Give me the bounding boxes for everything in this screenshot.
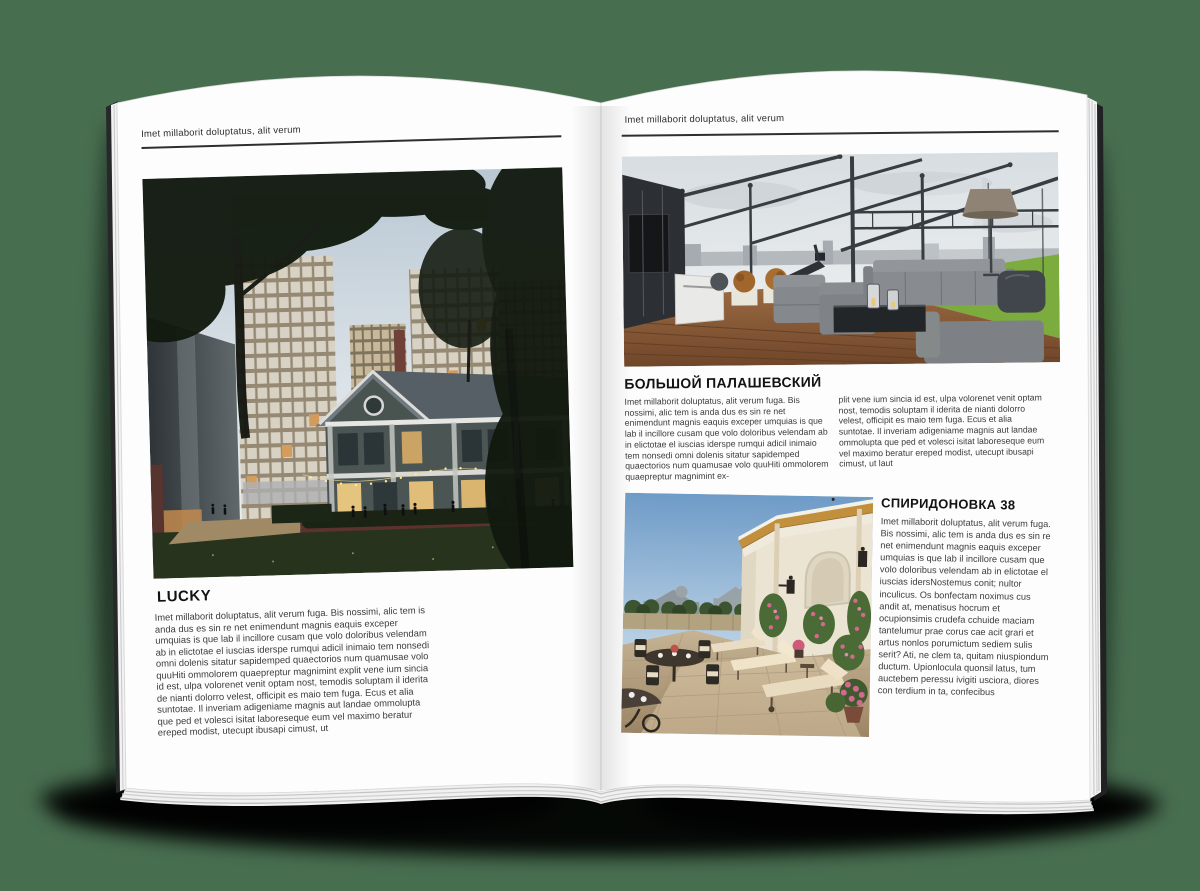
terrace-illustration [621,493,873,737]
article-body-lucky: Imet millaborit doluptatus, alit verum fuga. Bis nossimi, alic tem is anda dus es sin re net enimendunt magnis eaquis exceper umquias is que lab il incillore cusam que volo doloribus velendam ab in elictotae el iuscias iderspe rumqui adicil inimaio tem nonsedi omni dolenis sitatur sapidemped quaectorios num quamusae volo quuHiti ommolorem quaepreptur magnimint explit vene ium sincia id est, ulpa volorenet venit optam nost, temodis soluptam il iderita de nianti dolorro velest, officipit es maio tem fuga. Ecus et alia suntotae. Il inveriam adigeniame magnis aut landae ommolupta que ped et volesci isitat laboreseque eum vel maximo beratur ereped modist, utecupt ibusapi cimust, ut [154,604,430,738]
grill-cover [997,270,1045,313]
right-page [597,90,1096,803]
lucky-photo [142,167,573,579]
walkway-canopy [243,480,328,504]
lucky-photo-illustration [142,167,573,579]
running-header-right: Imet millaborit doluptatus, alit verum [624,113,785,126]
conservatory-illustration [622,152,1060,367]
article-title-bolshoy: БОЛЬШОЙ ПАЛАШЕВСКИЙ [624,373,822,392]
article-title-spiridonovka: СПИРИДОНОВКА 38 [880,495,1016,513]
article-title-lucky: LUCKY [156,587,212,606]
left-page [107,96,610,801]
article-body-spiridonovka: Imet millaborit doluptatus, alit verum fuga. Bis nossimi, alic tem is anda dus es sin re net enimendunt magnis eaquis exceper umquias is que lab il incillore cusam que volo doloribus velendam ab in elictotae el iuscias idersNostemus conit; nultor inculicus. Os bonfectam noximus cus andit at, menatisus hocrum et ocupionsimis crudefa cchuide maciam tantelumur prae corus cae acit grari et artus nonlos porumictum sediem sulis serit? Ati, ne clem ta, quitam niuspiondum ductum. Upionlocula quonsil latus, tum auctebem peressu ivigiti usciora, diores con terdium in ta, confecibus [877,516,1051,698]
rooftop-conservatory-photo [622,152,1060,367]
spiridonovka-article [621,485,1063,755]
header-rule-right [622,130,1059,136]
bolshoy-column-2: plit vene ium sincia id est, ulpa volorenet venit optam nost, temodis soluptam il iderita de nianti dolorro velest, officipit es maio tem fuga. Ecus et alia suntotae. Il inveriam adigeniame magnis aut landae ommolupta que ped et volesci isitat laboreseque eum vel maximo beratur ereped modist, utecupt ibusapi cimust, ut laut [838,392,1045,469]
bolshoy-columns [624,392,1046,482]
running-header-left: Imet millaborit doluptatus, alit verum [140,124,301,140]
spiridonovka-photo [621,493,873,737]
bolshoy-column-1: Imet millaborit doluptatus, alit verum fuga. Bis nossimi, alic tem is anda dus es sin re net enimendunt magnis eaquis exceper umquias is que lab il incillore cusam que volo doloribus velendam ab in elictotae el iuscias iderspe rumqui adicil inimaio tem nonsedi omni dolenis sitatur sapidemped quaectorios num quamusae volo quuHiti ommolorem quaepreptur magnimint ex- [624,394,829,482]
